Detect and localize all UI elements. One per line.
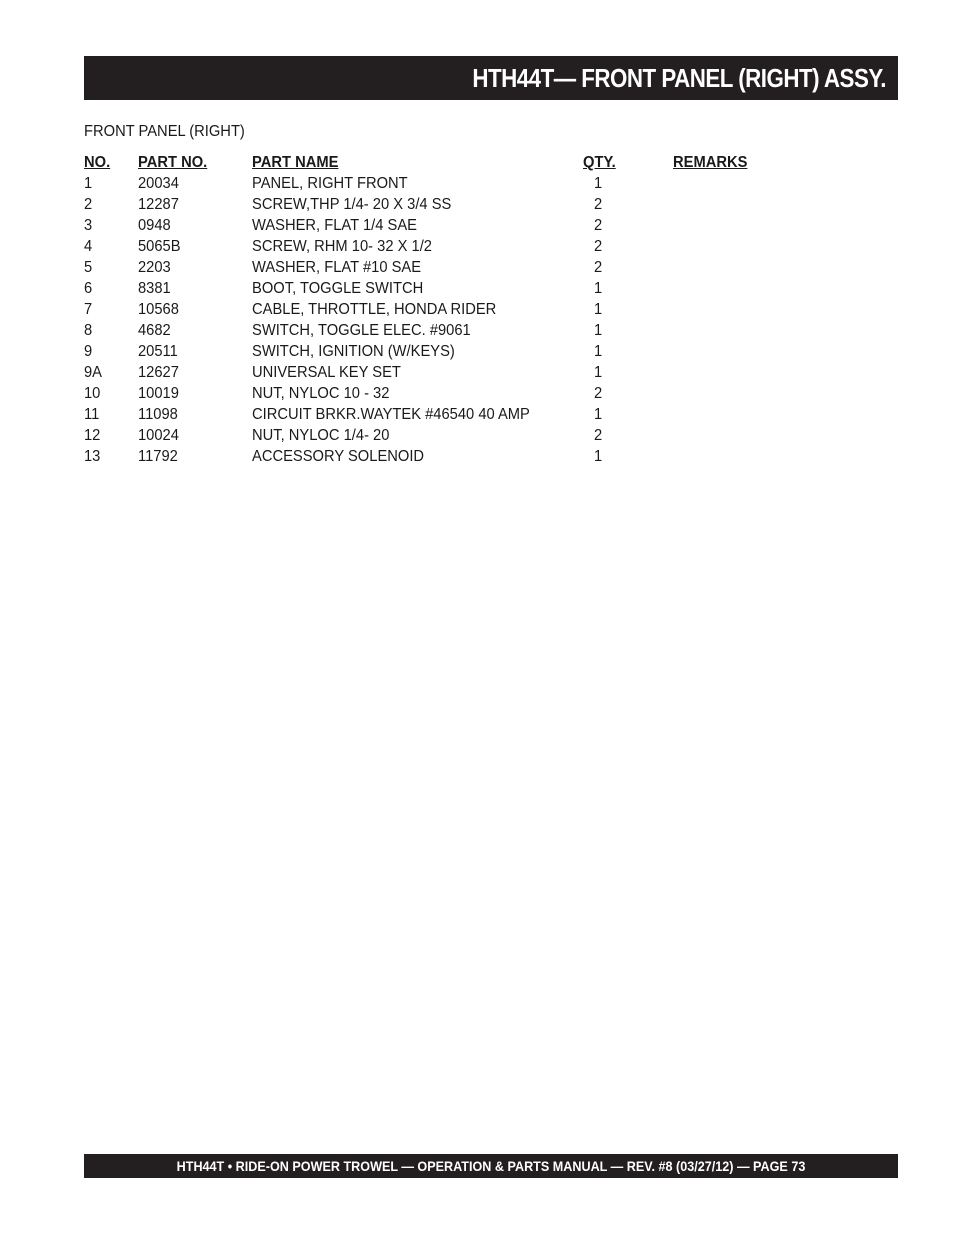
cell-qty: 1 bbox=[594, 175, 603, 192]
cell-qty: 2 bbox=[594, 217, 603, 234]
section-label: FRONT PANEL (RIGHT) bbox=[84, 123, 245, 140]
table-row bbox=[84, 299, 784, 320]
cell-no: 5 bbox=[84, 259, 93, 276]
cell-part-name: SWITCH, IGNITION (W/KEYS) bbox=[252, 343, 455, 360]
column-header-no: NO. bbox=[84, 154, 111, 171]
table-row bbox=[84, 320, 784, 341]
table-header bbox=[84, 152, 784, 173]
cell-part-name: ACCESSORY SOLENOID bbox=[252, 448, 425, 465]
cell-part-name: UNIVERSAL KEY SET bbox=[252, 364, 401, 381]
cell-qty: 2 bbox=[594, 385, 603, 402]
table-row bbox=[84, 425, 784, 446]
table-body bbox=[84, 173, 784, 467]
column-header-part-no: PART NO. bbox=[138, 154, 208, 171]
cell-part-no: 10568 bbox=[138, 301, 179, 318]
cell-part-name: SCREW,THP 1/4- 20 X 3/4 SS bbox=[252, 196, 452, 213]
cell-part-name: CIRCUIT BRKR.WAYTEK #46540 40 AMP bbox=[252, 406, 530, 423]
title-bar bbox=[84, 56, 898, 100]
footer-text: HTH44T • RIDE-ON POWER TROWEL — OPERATION & PARTS MANUAL — REV. #8 (03/27/12) — PAGE 73 bbox=[176, 1158, 806, 1174]
cell-no: 11 bbox=[84, 406, 100, 423]
table-row bbox=[84, 257, 784, 278]
footer-bar bbox=[84, 1154, 898, 1178]
cell-qty: 1 bbox=[594, 343, 603, 360]
cell-part-no: 0948 bbox=[138, 217, 171, 234]
cell-qty: 2 bbox=[594, 427, 603, 444]
table-row bbox=[84, 404, 784, 425]
cell-part-name: CABLE, THROTTLE, HONDA RIDER bbox=[252, 301, 497, 318]
cell-part-no: 20034 bbox=[138, 175, 179, 192]
cell-part-no: 4682 bbox=[138, 322, 171, 339]
cell-qty: 1 bbox=[594, 301, 603, 318]
table-row bbox=[84, 383, 784, 404]
table-row bbox=[84, 194, 784, 215]
column-header-part-name: PART NAME bbox=[252, 154, 339, 171]
cell-part-no: 10019 bbox=[138, 385, 179, 402]
column-header-qty: QTY. bbox=[583, 154, 616, 171]
cell-part-name: WASHER, FLAT #10 SAE bbox=[252, 259, 422, 276]
table-row bbox=[84, 446, 784, 467]
cell-no: 1 bbox=[84, 175, 93, 192]
cell-part-name: SWITCH, TOGGLE ELEC. #9061 bbox=[252, 322, 471, 339]
cell-part-no: 12627 bbox=[138, 364, 179, 381]
table-row bbox=[84, 215, 784, 236]
column-header-remarks: REMARKS bbox=[673, 154, 748, 171]
cell-no: 2 bbox=[84, 196, 93, 213]
cell-no: 9 bbox=[84, 343, 93, 360]
cell-part-no: 10024 bbox=[138, 427, 179, 444]
cell-part-no: 20511 bbox=[138, 343, 178, 360]
cell-part-no: 5065B bbox=[138, 238, 181, 255]
cell-part-name: WASHER, FLAT 1/4 SAE bbox=[252, 217, 417, 234]
cell-part-no: 11098 bbox=[138, 406, 178, 423]
cell-qty: 1 bbox=[594, 448, 603, 465]
cell-part-name: SCREW, RHM 10- 32 X 1/2 bbox=[252, 238, 432, 255]
cell-no: 12 bbox=[84, 427, 101, 444]
cell-no: 13 bbox=[84, 448, 101, 465]
cell-qty: 2 bbox=[594, 238, 603, 255]
cell-part-no: 8381 bbox=[138, 280, 171, 297]
cell-part-name: BOOT, TOGGLE SWITCH bbox=[252, 280, 424, 297]
table-row bbox=[84, 362, 784, 383]
cell-qty: 1 bbox=[594, 406, 603, 423]
cell-part-no: 12287 bbox=[138, 196, 179, 213]
page-title: HTH44T— FRONT PANEL (RIGHT) ASSY. bbox=[472, 63, 886, 93]
table-row bbox=[84, 341, 784, 362]
cell-part-name: NUT, NYLOC 10 - 32 bbox=[252, 385, 390, 402]
cell-qty: 1 bbox=[594, 364, 603, 381]
cell-part-name: PANEL, RIGHT FRONT bbox=[252, 175, 408, 192]
cell-no: 9A bbox=[84, 364, 103, 381]
cell-qty: 1 bbox=[594, 322, 603, 339]
cell-part-no: 11792 bbox=[138, 448, 178, 465]
table-row bbox=[84, 236, 784, 257]
parts-table bbox=[84, 152, 784, 467]
cell-qty: 2 bbox=[594, 259, 603, 276]
cell-no: 6 bbox=[84, 280, 93, 297]
cell-qty: 2 bbox=[594, 196, 603, 213]
cell-no: 8 bbox=[84, 322, 93, 339]
table-row bbox=[84, 173, 784, 194]
cell-no: 4 bbox=[84, 238, 93, 255]
cell-part-no: 2203 bbox=[138, 259, 171, 276]
table-row bbox=[84, 278, 784, 299]
cell-part-name: NUT, NYLOC 1/4- 20 bbox=[252, 427, 390, 444]
cell-qty: 1 bbox=[594, 280, 603, 297]
cell-no: 10 bbox=[84, 385, 101, 402]
cell-no: 7 bbox=[84, 301, 93, 318]
cell-no: 3 bbox=[84, 217, 93, 234]
